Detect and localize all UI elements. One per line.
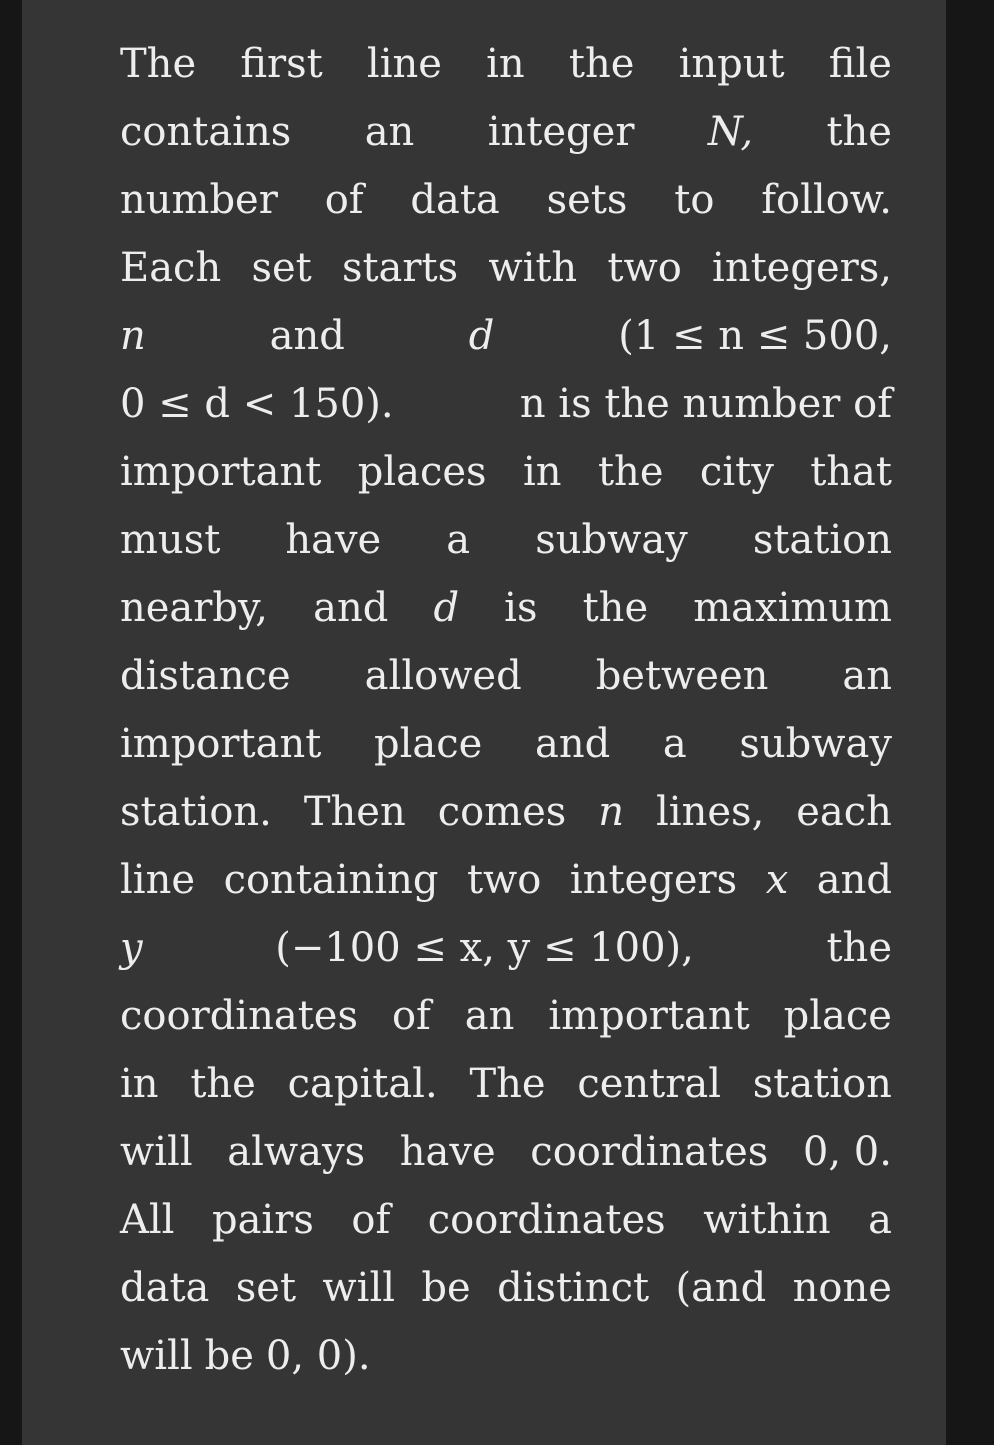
- word: containing: [223, 857, 439, 903]
- word: and: [534, 721, 611, 767]
- word: nearby,: [120, 585, 269, 631]
- word: input: [678, 41, 785, 87]
- word: the: [568, 41, 635, 87]
- word: city: [699, 449, 774, 495]
- math-variable: d: [433, 585, 460, 631]
- word: the: [582, 585, 649, 631]
- word: in: [120, 1061, 159, 1107]
- word: line: [366, 41, 442, 87]
- word: a: [662, 721, 687, 767]
- text-line: [120, 642, 892, 710]
- word: that: [810, 449, 892, 495]
- math-expression: (−100 ≤ x, y ≤ 100),: [275, 925, 694, 971]
- text-line: [120, 370, 892, 438]
- word: each: [796, 789, 892, 835]
- text-line: [120, 438, 892, 506]
- word: central: [577, 1061, 722, 1107]
- text-line: [120, 574, 892, 642]
- word: the: [597, 449, 664, 495]
- word: distance: [120, 653, 291, 699]
- word: be: [421, 1265, 471, 1311]
- word: coordinates: [427, 1197, 666, 1243]
- word: follow.: [761, 177, 892, 223]
- word: a: [868, 1197, 892, 1243]
- word: set: [235, 1265, 297, 1311]
- word: of: [391, 993, 431, 1039]
- word: sets: [546, 177, 628, 223]
- word: allowed: [364, 653, 522, 699]
- word: The: [120, 41, 197, 87]
- word: always: [227, 1129, 366, 1175]
- math-expression: 0, 0.: [802, 1129, 892, 1175]
- word: will: [322, 1265, 396, 1311]
- word: place: [373, 721, 483, 767]
- word: the: [190, 1061, 256, 1107]
- word: comes: [437, 789, 567, 835]
- word: an: [364, 109, 415, 155]
- word: two: [466, 857, 542, 903]
- word: data: [410, 177, 500, 223]
- word: The: [469, 1061, 546, 1107]
- word: integers,: [712, 245, 892, 291]
- math-expression: 0, 0).: [265, 1333, 371, 1379]
- word: pairs: [211, 1197, 314, 1243]
- text-line: [120, 710, 892, 778]
- word: between: [595, 653, 769, 699]
- math-variable: d: [468, 313, 495, 359]
- text-line: [120, 1118, 892, 1186]
- text-line: [120, 30, 892, 98]
- text-line: [120, 1186, 892, 1254]
- word: station: [752, 517, 892, 563]
- math-variable: n: [120, 313, 146, 359]
- word: Then: [303, 789, 406, 835]
- text-line: [120, 1050, 892, 1118]
- text-line: [120, 234, 892, 302]
- word: n is the number of: [519, 381, 892, 427]
- word: integer: [487, 109, 635, 155]
- word: have: [399, 1129, 496, 1175]
- word: line: [120, 857, 196, 903]
- word: important: [120, 449, 322, 495]
- math-variable: n: [598, 789, 625, 835]
- word: place: [783, 993, 892, 1039]
- word: places: [357, 449, 487, 495]
- math-variable: x: [765, 857, 789, 903]
- word: within: [703, 1197, 831, 1243]
- word: All: [120, 1197, 175, 1243]
- word: two: [607, 245, 682, 291]
- word: integers: [569, 857, 738, 903]
- word: none: [792, 1265, 892, 1311]
- word: Each: [120, 245, 222, 291]
- text-line: [120, 982, 892, 1050]
- word: with: [488, 245, 578, 291]
- word: of: [351, 1197, 391, 1243]
- word: data: [120, 1265, 210, 1311]
- math-expression: (1 ≤ n ≤ 500,: [618, 313, 892, 359]
- word: contains: [120, 109, 292, 155]
- word: of: [324, 177, 364, 223]
- word: (and: [675, 1265, 767, 1311]
- word: number: [120, 177, 278, 223]
- word: coordinates: [530, 1129, 769, 1175]
- text-line: [120, 506, 892, 574]
- word: set: [251, 245, 312, 291]
- word: maximum: [693, 585, 892, 631]
- problem-statement-paragraph: [120, 30, 892, 1390]
- word: starts: [341, 245, 459, 291]
- word: subway: [739, 721, 892, 767]
- word: important: [120, 721, 322, 767]
- text-line: [120, 846, 892, 914]
- word: the: [826, 109, 892, 155]
- text-line: [120, 98, 892, 166]
- word: will: [120, 1129, 193, 1175]
- word: in: [486, 41, 525, 87]
- text-line: [120, 1322, 892, 1390]
- word: the: [826, 925, 892, 971]
- word: file: [828, 41, 892, 87]
- text-line: [120, 914, 892, 982]
- word: an: [464, 993, 515, 1039]
- math-variable: N,: [707, 109, 754, 155]
- math-variable: y: [120, 925, 143, 971]
- content-panel: [22, 0, 946, 1445]
- word: an: [842, 653, 892, 699]
- word: and: [269, 313, 345, 359]
- text-line: [120, 778, 892, 846]
- word: have: [285, 517, 382, 563]
- word: station: [752, 1061, 892, 1107]
- word: subway: [535, 517, 688, 563]
- word: lines,: [656, 789, 765, 835]
- word: be: [204, 1333, 254, 1379]
- word: will: [120, 1333, 193, 1379]
- text-line: [120, 302, 892, 370]
- word: to: [674, 177, 715, 223]
- text-line: [120, 166, 892, 234]
- word: important: [548, 993, 750, 1039]
- word: a: [446, 517, 471, 563]
- word: is: [504, 585, 538, 631]
- word: must: [120, 517, 221, 563]
- word: and: [816, 857, 892, 903]
- word: station.: [120, 789, 272, 835]
- word: coordinates: [120, 993, 358, 1039]
- word: capital.: [287, 1061, 438, 1107]
- word: first: [240, 41, 323, 87]
- text-line: [120, 1254, 892, 1322]
- word: and: [313, 585, 389, 631]
- word: distinct: [497, 1265, 650, 1311]
- word: in: [523, 449, 562, 495]
- math-expression: 0 ≤ d < 150).: [120, 381, 394, 427]
